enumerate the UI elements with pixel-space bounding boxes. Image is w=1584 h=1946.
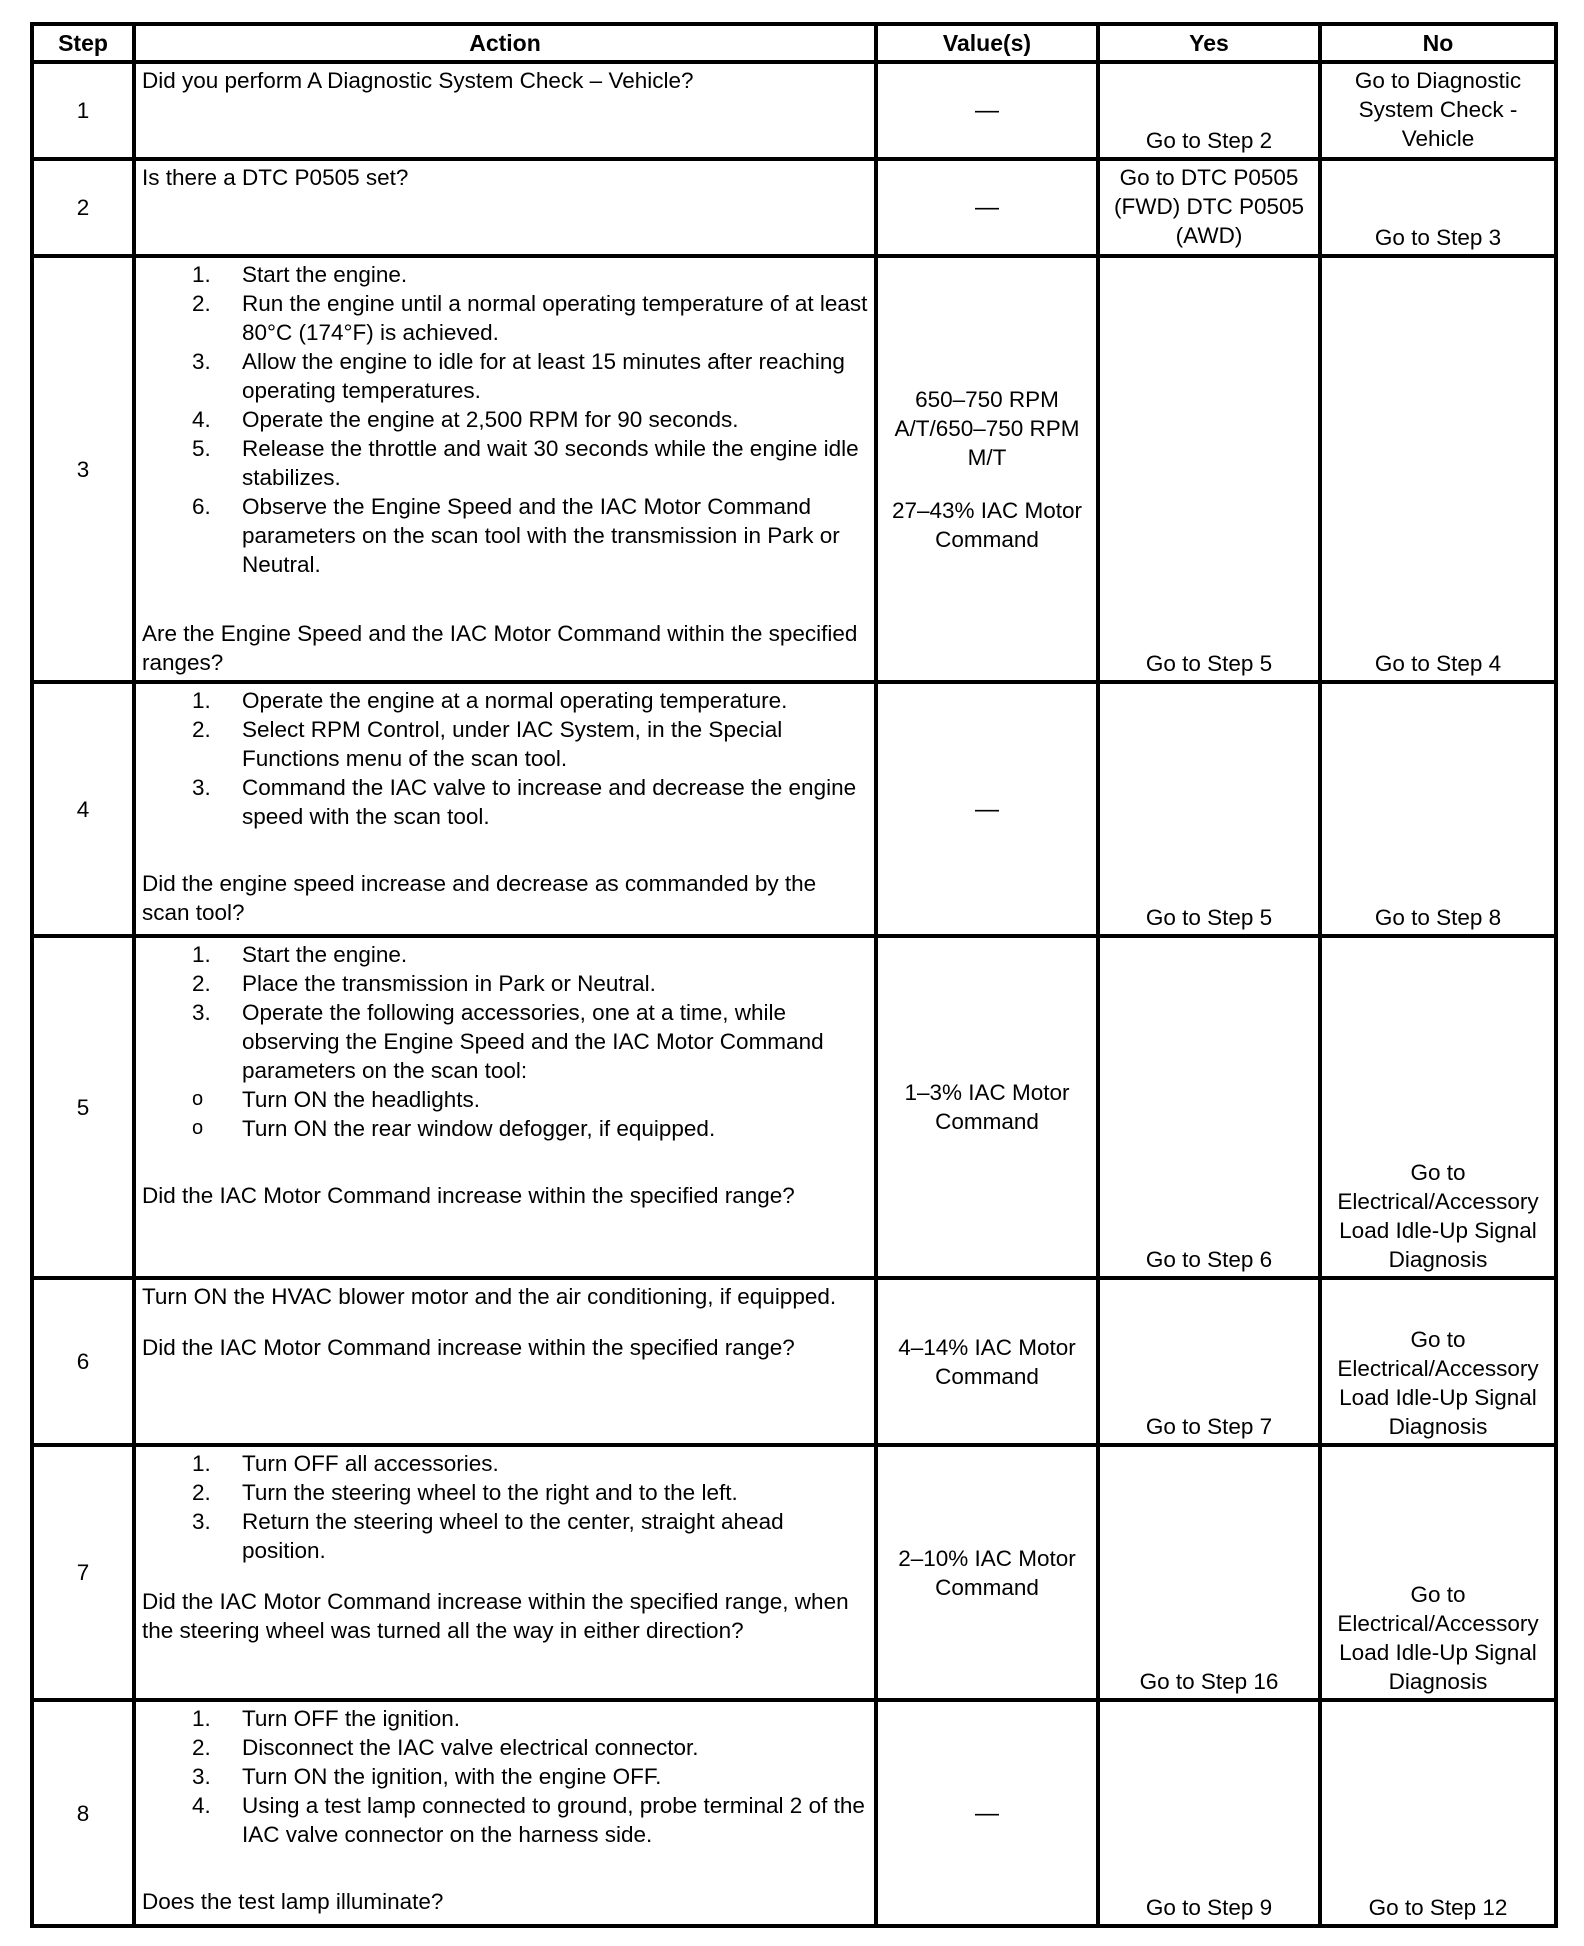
value-cell: 2–10% IAC Motor Command [876, 1445, 1098, 1700]
action-question: Did the IAC Motor Command increase within the specified range? [142, 1183, 795, 1208]
action-steps [142, 260, 868, 579]
table-row-step-3 [32, 256, 1556, 682]
list-item: 1. Start the engine. [192, 262, 408, 287]
value-cell [876, 256, 1098, 682]
bullet-icon: o [192, 1088, 204, 1110]
value-cell: — [876, 159, 1098, 256]
header-no: No [1320, 24, 1556, 62]
step-number: 7 [32, 1445, 134, 1700]
list-item: 3. Return the steering wheel to the center, straight ahead position. [192, 1509, 784, 1563]
action-steps [142, 940, 868, 1143]
list-item: 1. Turn OFF the ignition. [192, 1706, 461, 1731]
table-row-step-8 [32, 1700, 1556, 1926]
no-cell: Go to Step 12 [1320, 1700, 1556, 1926]
table-row-step-5 [32, 936, 1556, 1278]
step-number: 2 [32, 159, 134, 256]
step-number: 6 [32, 1278, 134, 1445]
step-number: 4 [32, 682, 134, 936]
yes-cell: Go to Step 7 [1098, 1278, 1320, 1445]
action-steps [142, 1449, 868, 1565]
yes-cell: Go to Step 9 [1098, 1700, 1320, 1926]
no-cell: Go to Step 8 [1320, 682, 1556, 936]
no-cell: Go to Electrical/Accessory Load Idle-Up Signal Diagnosis [1320, 1445, 1556, 1700]
no-cell: Go to Electrical/Accessory Load Idle-Up Signal Diagnosis [1320, 936, 1556, 1278]
header-action: Action [134, 24, 876, 62]
diagnostic-table [30, 22, 1558, 1928]
list-item: 1. Operate the engine at a normal operating temperature. [192, 688, 788, 713]
yes-cell: Go to Step 6 [1098, 936, 1320, 1278]
action-question: Are the Engine Speed and the IAC Motor Command within the specified ranges? [142, 621, 858, 675]
action-question: Is there a DTC P0505 set? [142, 165, 409, 190]
table-row-step-6 [32, 1278, 1556, 1445]
value-cell: — [876, 62, 1098, 159]
action-question: Did the IAC Motor Command increase within the specified range, when the steering wheel was turned all the way in either direction? [142, 1589, 849, 1643]
yes-cell: Go to Step 16 [1098, 1445, 1320, 1700]
list-item: 5. Release the throttle and wait 30 seconds while the engine idle stabilizes. [192, 436, 859, 490]
yes-cell: Go to DTC P0505 (FWD) DTC P0505 (AWD) [1098, 159, 1320, 256]
step-number: 5 [32, 936, 134, 1278]
list-item: 1. Start the engine. [192, 942, 408, 967]
header-yes: Yes [1098, 24, 1320, 62]
no-cell: Go to Diagnostic System Check - Vehicle [1320, 62, 1556, 159]
diagnostic-page [30, 22, 1554, 1928]
action-question: Did the engine speed increase and decrease as commanded by the scan tool? [142, 871, 817, 925]
table-row-step-4 [32, 682, 1556, 936]
value-cell: — [876, 682, 1098, 936]
list-item: 4. Operate the engine at 2,500 RPM for 90 seconds. [192, 407, 739, 432]
list-item: 6. Observe the Engine Speed and the IAC Motor Command parameters on the scan tool with the transmission in Park or Neutral. [192, 494, 840, 577]
list-item: 3. Turn ON the ignition, with the engine OFF. [192, 1764, 662, 1789]
list-item: o Turn ON the rear window defogger, if equipped. [192, 1116, 716, 1141]
action-steps [142, 686, 868, 831]
list-item: 3. Operate the following accessories, one at a time, while observing the Engine Speed and the IAC Motor Command parameters on the scan tool: o Turn ON the headlights. o Turn ON the rear window defogger, if equipped. [142, 998, 868, 1143]
list-item: 4. Using a test lamp connected to ground, probe terminal 2 of the IAC valve connector on the harness side. [192, 1793, 865, 1847]
list-item: 2. Select RPM Control, under IAC System, in the Special Functions menu of the scan tool. [192, 717, 783, 771]
value-cell: 4–14% IAC Motor Command [876, 1278, 1098, 1445]
value-iac-range: 27–43% IAC Motor Command [891, 497, 1083, 552]
list-item: 3. Allow the engine to idle for at least 15 minutes after reaching operating temperatures. [192, 349, 845, 403]
action-instruction: Turn ON the HVAC blower motor and the air conditioning, if equipped. [142, 1284, 837, 1309]
step-number: 8 [32, 1700, 134, 1926]
list-item: 2. Place the transmission in Park or Neutral. [192, 971, 656, 996]
value-rpm-range: 650–750 RPM A/T/650–750 RPM M/T [894, 386, 1080, 470]
list-item: o Turn ON the headlights. [192, 1087, 481, 1112]
yes-cell: Go to Step 5 [1098, 256, 1320, 682]
step-number: 3 [32, 256, 134, 682]
list-item: 2. Run the engine until a normal operating temperature of at least 80°C (174°F) is achieved. [192, 291, 868, 345]
table-row-step-7 [32, 1445, 1556, 1700]
list-item: 3. Command the IAC valve to increase and decrease the engine speed with the scan tool. [192, 775, 857, 829]
accessory-list [142, 1085, 868, 1143]
table-row-step-2 [32, 159, 1556, 256]
no-cell: Go to Step 3 [1320, 159, 1556, 256]
no-cell: Go to Step 4 [1320, 256, 1556, 682]
header-step: Step [32, 24, 134, 62]
header-row [32, 24, 1556, 62]
header-values: Value(s) [876, 24, 1098, 62]
action-question: Does the test lamp illuminate? [142, 1889, 444, 1914]
list-item: 2. Turn the steering wheel to the right and to the left. [192, 1480, 738, 1505]
no-cell: Go to Electrical/Accessory Load Idle-Up Signal Diagnosis [1320, 1278, 1556, 1445]
bullet-icon: o [192, 1117, 204, 1139]
step-number: 1 [32, 62, 134, 159]
yes-cell: Go to Step 5 [1098, 682, 1320, 936]
action-steps [142, 1704, 868, 1849]
value-cell: — [876, 1700, 1098, 1926]
value-cell: 1–3% IAC Motor Command [876, 936, 1098, 1278]
yes-cell: Go to Step 2 [1098, 62, 1320, 159]
action-question: Did the IAC Motor Command increase within the specified range? [142, 1335, 795, 1360]
list-item: 1. Turn OFF all accessories. [192, 1451, 499, 1476]
list-item: 2. Disconnect the IAC valve electrical connector. [192, 1735, 699, 1760]
table-row-step-1 [32, 62, 1556, 159]
action-question: Did you perform A Diagnostic System Check – Vehicle? [142, 68, 694, 93]
